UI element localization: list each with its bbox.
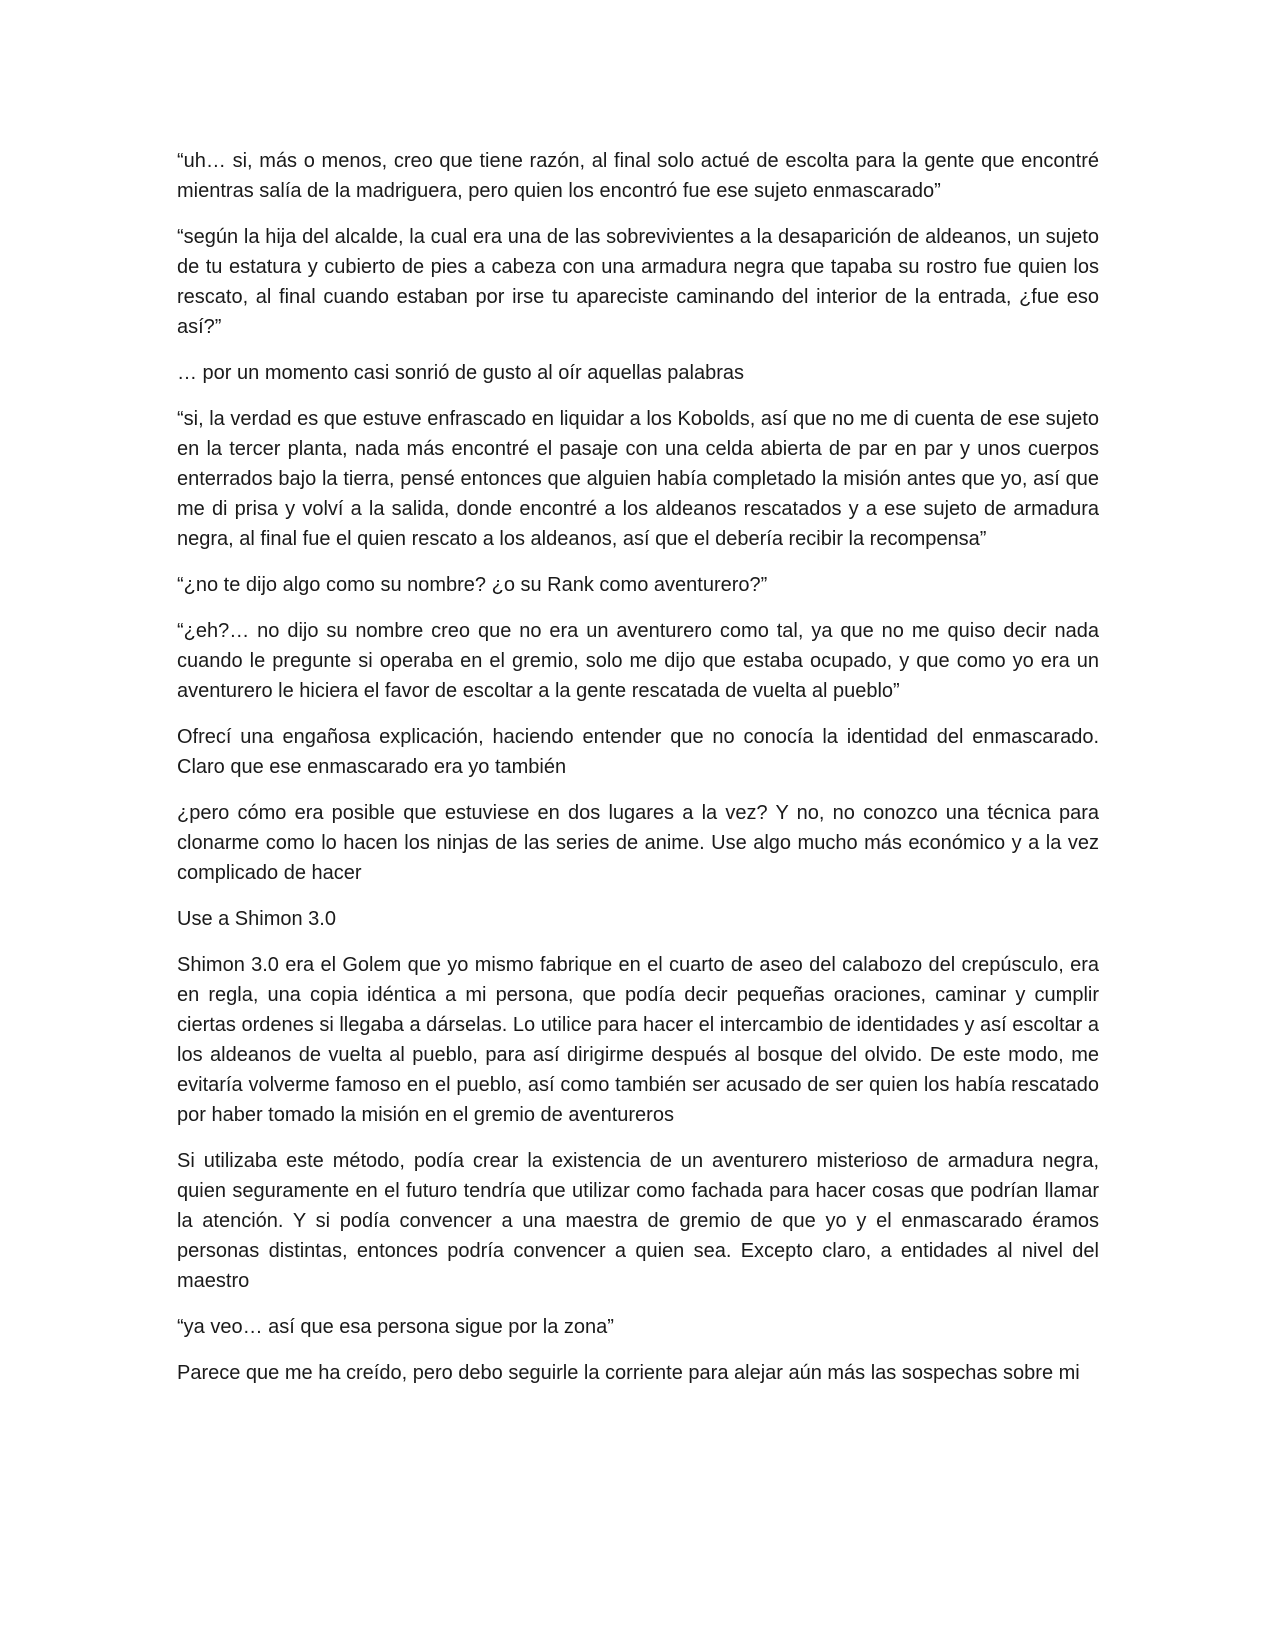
- paragraph: “si, la verdad es que estuve enfrascado en liquidar a los Kobolds, así que no me di cuenta de ese sujeto en la tercer planta, nada más encontré el pasaje con una celda abierta de par en par y unos cuerpos enterrados bajo la tierra, pensé entonces que alguien había completado la misión antes que yo, así que me di prisa y volví a la salida, donde encontré a los aldeanos rescatados y a ese sujeto de armadura negra, al final fue el quien rescato a los aldeanos, así que el debería recibir la recompensa”: [177, 408, 1099, 550]
- paragraph: “¿eh?… no dijo su nombre creo que no era un aventurero como tal, ya que no me quiso decir nada cuando le pregunte si operaba en el gremio, solo me dijo que estaba ocupado, y que como yo era un aventurero le hiciera el favor de escoltar a la gente rescatada de vuelta al pueblo”: [177, 620, 1099, 702]
- paragraph: ¿pero cómo era posible que estuviese en dos lugares a la vez? Y no, no conozco una técnica para clonarme como lo hacen los ninjas de las series de anime. Use algo mucho más económico y a la vez complicado de hacer: [177, 802, 1099, 884]
- paragraph: Parece que me ha creído, pero debo seguirle la corriente para alejar aún más las sospechas sobre mi: [177, 1362, 1080, 1384]
- paragraph: “uh… si, más o menos, creo que tiene razón, al final solo actué de escolta para la gente que encontré mientras salía de la madriguera, pero quien los encontró fue ese sujeto enmascarado”: [177, 150, 1099, 202]
- paragraph: Ofrecí una engañosa explicación, haciendo entender que no conocía la identidad del enmascarado. Claro que ese enmascarado era yo también: [177, 726, 1099, 778]
- paragraph: “ya veo… así que esa persona sigue por la zona”: [177, 1316, 614, 1338]
- document-body: [177, 146, 1099, 1404]
- paragraph: Shimon 3.0 era el Golem que yo mismo fabrique en el cuarto de aseo del calabozo del crepúsculo, era en regla, una copia idéntica a mi persona, que podía decir pequeñas oraciones, caminar y cumplir ciertas ordenes si llegaba a dárselas. Lo utilice para hacer el intercambio de identidades y así escoltar a los aldeanos de vuelta al pueblo, para así dirigirme después al bosque del olvido. De este modo, me evitaría volverme famoso en el pueblo, así como también ser acusado de ser quien los había rescatado por haber tomado la misión en el gremio de aventureros: [177, 954, 1099, 1126]
- paragraph: Si utilizaba este método, podía crear la existencia de un aventurero misterioso de armadura negra, quien seguramente en el futuro tendría que utilizar como fachada para hacer cosas que podrían llamar la atención. Y si podía convencer a una maestra de gremio de que yo y el enmascarado éramos personas distintas, entonces podría convencer a quien sea. Excepto claro, a entidades al nivel del maestro: [177, 1150, 1099, 1292]
- paragraph: “¿no te dijo algo como su nombre? ¿o su Rank como aventurero?”: [177, 574, 768, 596]
- paragraph: Use a Shimon 3.0: [177, 908, 336, 930]
- paragraph: “según la hija del alcalde, la cual era una de las sobrevivientes a la desaparición de aldeanos, un sujeto de tu estatura y cubierto de pies a cabeza con una armadura negra que tapaba su rostro fue quien los rescato, al final cuando estaban por irse tu apareciste caminando del interior de la entrada, ¿fue eso así?”: [177, 226, 1099, 338]
- paragraph: … por un momento casi sonrió de gusto al oír aquellas palabras: [177, 362, 744, 384]
